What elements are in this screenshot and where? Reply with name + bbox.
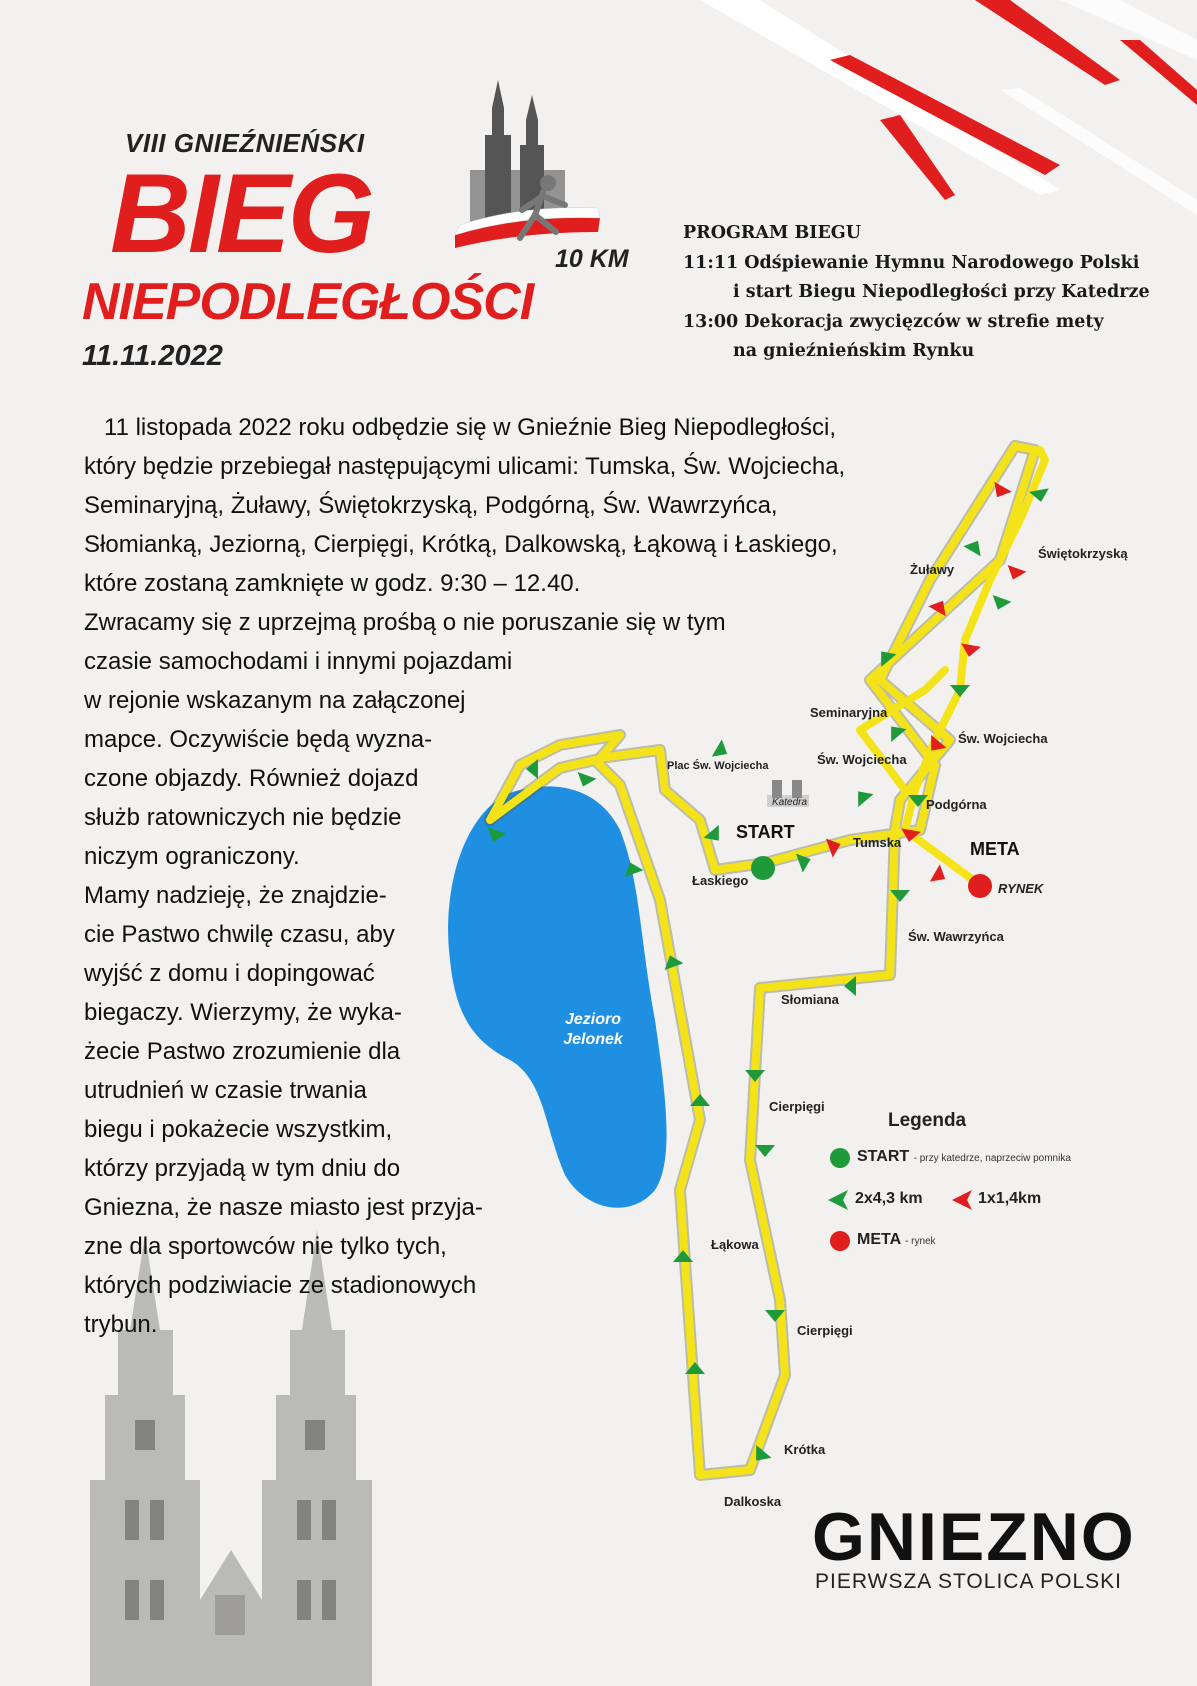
body-line: czasie samochodami i innymi pojazdami — [84, 648, 513, 675]
body-line: niczym ograniczony. — [84, 843, 300, 870]
street-label: Dalkoska — [724, 1494, 782, 1509]
lake-label: Jezioro Jelonek — [563, 1011, 623, 1048]
program-line: 13:00 Dekoracja zwycięzców w strefie mety — [683, 311, 1104, 332]
program-line: na gnieźnieńskim Rynku — [733, 341, 975, 361]
body-line: których podziwiacie ze stadionowych — [84, 1272, 477, 1299]
body-text — [84, 408, 845, 1344]
legend-start: START - przy katedrze, naprzeciw pomnika — [857, 1148, 1071, 1165]
street-label: Świętokrzyską — [1038, 546, 1128, 561]
program-title: PROGRAM BIEGU — [683, 223, 861, 243]
start-label: START — [736, 822, 795, 842]
body-line: wyjść z domu i dopingować — [84, 960, 375, 987]
program-line: i start Biegu Niepodległości przy Katedrze — [733, 282, 1150, 302]
program-line: 11:11 Odśpiewanie Hymnu Narodowego Polski — [683, 252, 1140, 273]
legend-green-loop: 2x4,3 km — [855, 1190, 923, 1207]
legend-red-loop: 1x1,4km — [978, 1190, 1042, 1207]
street-label: Seminaryjna — [810, 705, 888, 720]
event-date: 11.11.2022 — [82, 340, 223, 372]
body-line: które zostaną zamknięte w godz. 9:30 – 12.40. — [84, 570, 581, 597]
meta-label: META — [970, 839, 1020, 859]
street-label: Cierpięgi — [797, 1323, 853, 1338]
street-label: Św. Wojciecha — [958, 731, 1048, 746]
body-line: utrudnień w czasie trwania — [84, 1077, 367, 1104]
street-label: Tumska — [853, 835, 902, 850]
body-line: Gniezna, że nasze miasto jest przyja- — [84, 1194, 483, 1221]
body-line: Seminaryjną, Żuławy, Świętokrzyską, Podgórną, Św. Wawrzyńca, — [84, 492, 778, 519]
body-line: Mamy nadzieję, że znajdzie- — [84, 882, 387, 909]
street-label: Słomiana — [781, 992, 839, 1007]
street-label: Żuławy — [910, 562, 955, 577]
street-label: Św. Wawrzyńca — [908, 929, 1004, 944]
legend-red-arrow-icon — [952, 1190, 972, 1210]
street-label: Łąkowa — [711, 1237, 759, 1252]
street-label: Podgórna — [926, 797, 987, 812]
body-line: którzy przyjadą w tym dniu do — [84, 1155, 401, 1182]
street-label: Św. Wojciecha — [817, 752, 907, 767]
body-line: mapce. Oczywiście będą wyzna- — [84, 726, 433, 753]
body-line: Zwracamy się z uprzejmą prośbą o nie poruszanie się w tym — [84, 609, 726, 636]
body-line: czone objazdy. Również dojazd — [84, 765, 419, 792]
body-line: 11 listopada 2022 roku odbędzie się w Gnieźnie Bieg Niepodległości, — [84, 414, 837, 441]
body-line: cie Pastwo chwilę czasu, aby — [84, 921, 395, 948]
body-line: który będzie przebiegał następującymi ulicami: Tumska, Św. Wojciecha, — [84, 453, 846, 480]
body-line: biegu i pokażecie wszystkim, — [84, 1116, 393, 1143]
legend-meta: META - rynek — [857, 1231, 936, 1248]
street-label: Cierpięgi — [769, 1099, 825, 1114]
logo-title-bieg: BIEG — [110, 151, 372, 276]
katedra-label: Katedra — [772, 797, 808, 808]
street-label: Krótka — [784, 1442, 826, 1457]
street-label: Plac Św. Wojciecha — [667, 760, 769, 772]
body-line: Słomianką, Jeziorną, Cierpięgi, Krótką, Dalkowską, Łąkową i Łaskiego, — [84, 531, 838, 558]
distance-label: 10 KM — [555, 245, 629, 273]
body-line: trybun. — [84, 1311, 158, 1338]
body-line: żecie Pastwo zrozumienie dla — [84, 1038, 401, 1065]
meta-marker — [968, 874, 992, 898]
body-line: zne dla sportowców nie tylko tych, — [84, 1233, 447, 1260]
brand-name: GNIEZNO — [812, 1499, 1136, 1575]
street-label: Łaskiego — [692, 873, 749, 888]
logo-title-niepodleglosci: NIEPODLEGŁOŚCI — [82, 273, 534, 331]
legend-title: Legenda — [888, 1110, 967, 1131]
body-line: służb ratowniczych nie będzie — [84, 804, 402, 831]
body-line: w rejonie wskazanym na załączonej — [84, 687, 466, 714]
rynek-label: RYNEK — [998, 881, 1044, 896]
brand-tagline: PIERWSZA STOLICA POLSKI — [815, 1570, 1122, 1593]
body-line: biegaczy. Wierzymy, że wyka- — [84, 999, 402, 1026]
edition-label: VIII GNIEŹNIEŃSKI — [125, 128, 365, 158]
